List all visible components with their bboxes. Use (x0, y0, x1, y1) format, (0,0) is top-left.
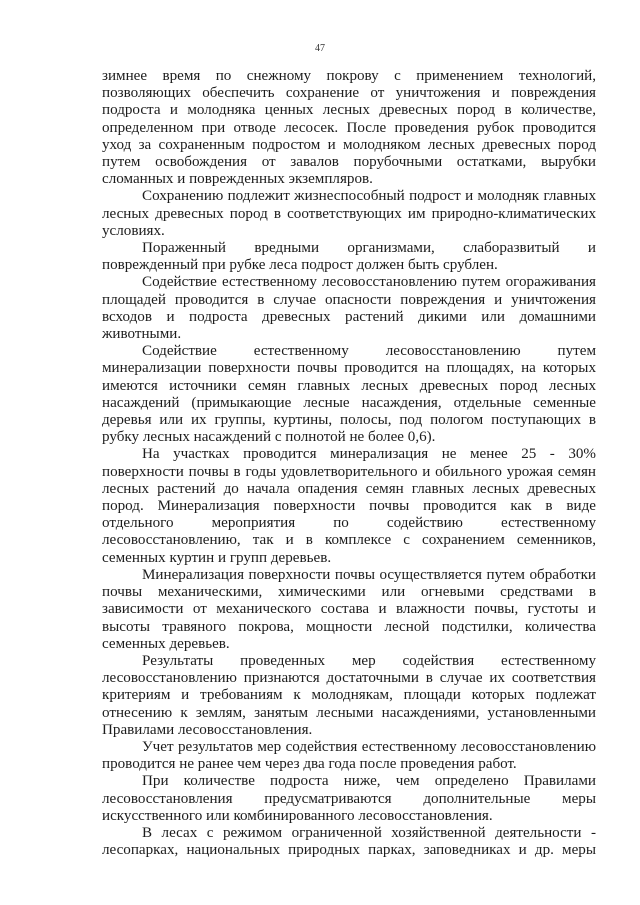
page-number: 47 (315, 43, 325, 54)
document-body (102, 68, 596, 859)
paragraph-6: На участках проводится минерализация не менее 25 - 30% поверхности почвы в годы удовлетворительного и обильного урожая семян лесных растений до начала опадения семян главных лесных древесных пород. Минерализация поверхности почвы проводится как в виде отдельного мероприятия по содействию естественному лесовосстановлению, так и в комплексе с сохранением семенников, семенных куртин и групп деревьев. (102, 446, 596, 566)
paragraph-10: При количестве подроста ниже, чем определено Правилами лесовосстановления предусматриваются дополнительные меры искусственного или комбинированного лесовосстановления. (102, 773, 596, 824)
paragraph-8: Результаты проведенных мер содействия естественному лесовосстановлению признаются достаточными в случае их соответствия критериям и требованиям к молоднякам, площади которых подлежат отнесению к землям, занятым лесными насаждениями, установленными Правилами лесовосстановления. (102, 652, 596, 738)
paragraph-9: Учет результатов мер содействия естественному лесовосстановлению проводится не ранее чем через два года после проведения работ. (102, 738, 596, 773)
paragraph-3: Пораженный вредными организмами, слаборазвитый и поврежденный при рубке леса подрост должен быть срублен. (102, 240, 596, 274)
paragraph-1: зимнее время по снежному покрову с применением технологий, позволяющих обеспечить сохранение от уничтожения и повреждения подроста и молодняка ценных лесных древесных пород в количестве, определенном при отводе лесосек. После проведения рубок проводится уход за сохраненным подростом и молодняком лесных древесных пород путем освобождения от завалов порубочными остатками, вырубки сломанных и поврежденных экземпляров. (102, 68, 596, 188)
paragraph-5: Содействие естественному лесовосстановлению путем минерализации поверхности почвы проводится на площадях, на которых имеются источники семян главных лесных древесных пород лесных насаждений (примыкающие лесные насаждения, отдельные семенные деревья или их группы, куртины, полосы, под пологом поступающих в рубку лесных насаждений с полнотой не более 0,6). (102, 343, 596, 446)
paragraph-7: Минерализация поверхности почвы осуществляется путем обработки почвы механическими, химическими или огневыми средствами в зависимости от механического состава и влажности почвы, густоты и высоты травяного покрова, мощности лесной подстилки, количества семенных деревьев. (102, 566, 596, 652)
paragraph-4: Содействие естественному лесовосстановлению путем огораживания площадей проводится в случае опасности повреждения и уничтожения всходов и подроста древесных растений дикими или домашними животными. (102, 274, 596, 343)
paragraph-11: В лесах с режимом ограниченной хозяйственной деятельности - лесопарках, национальных природных парках, заповедниках и др. меры (102, 824, 596, 859)
paragraph-2: Сохранению подлежит жизнеспособный подрост и молодняк главных лесных древесных пород в соответствующих им природно-климатических условиях. (102, 188, 596, 239)
